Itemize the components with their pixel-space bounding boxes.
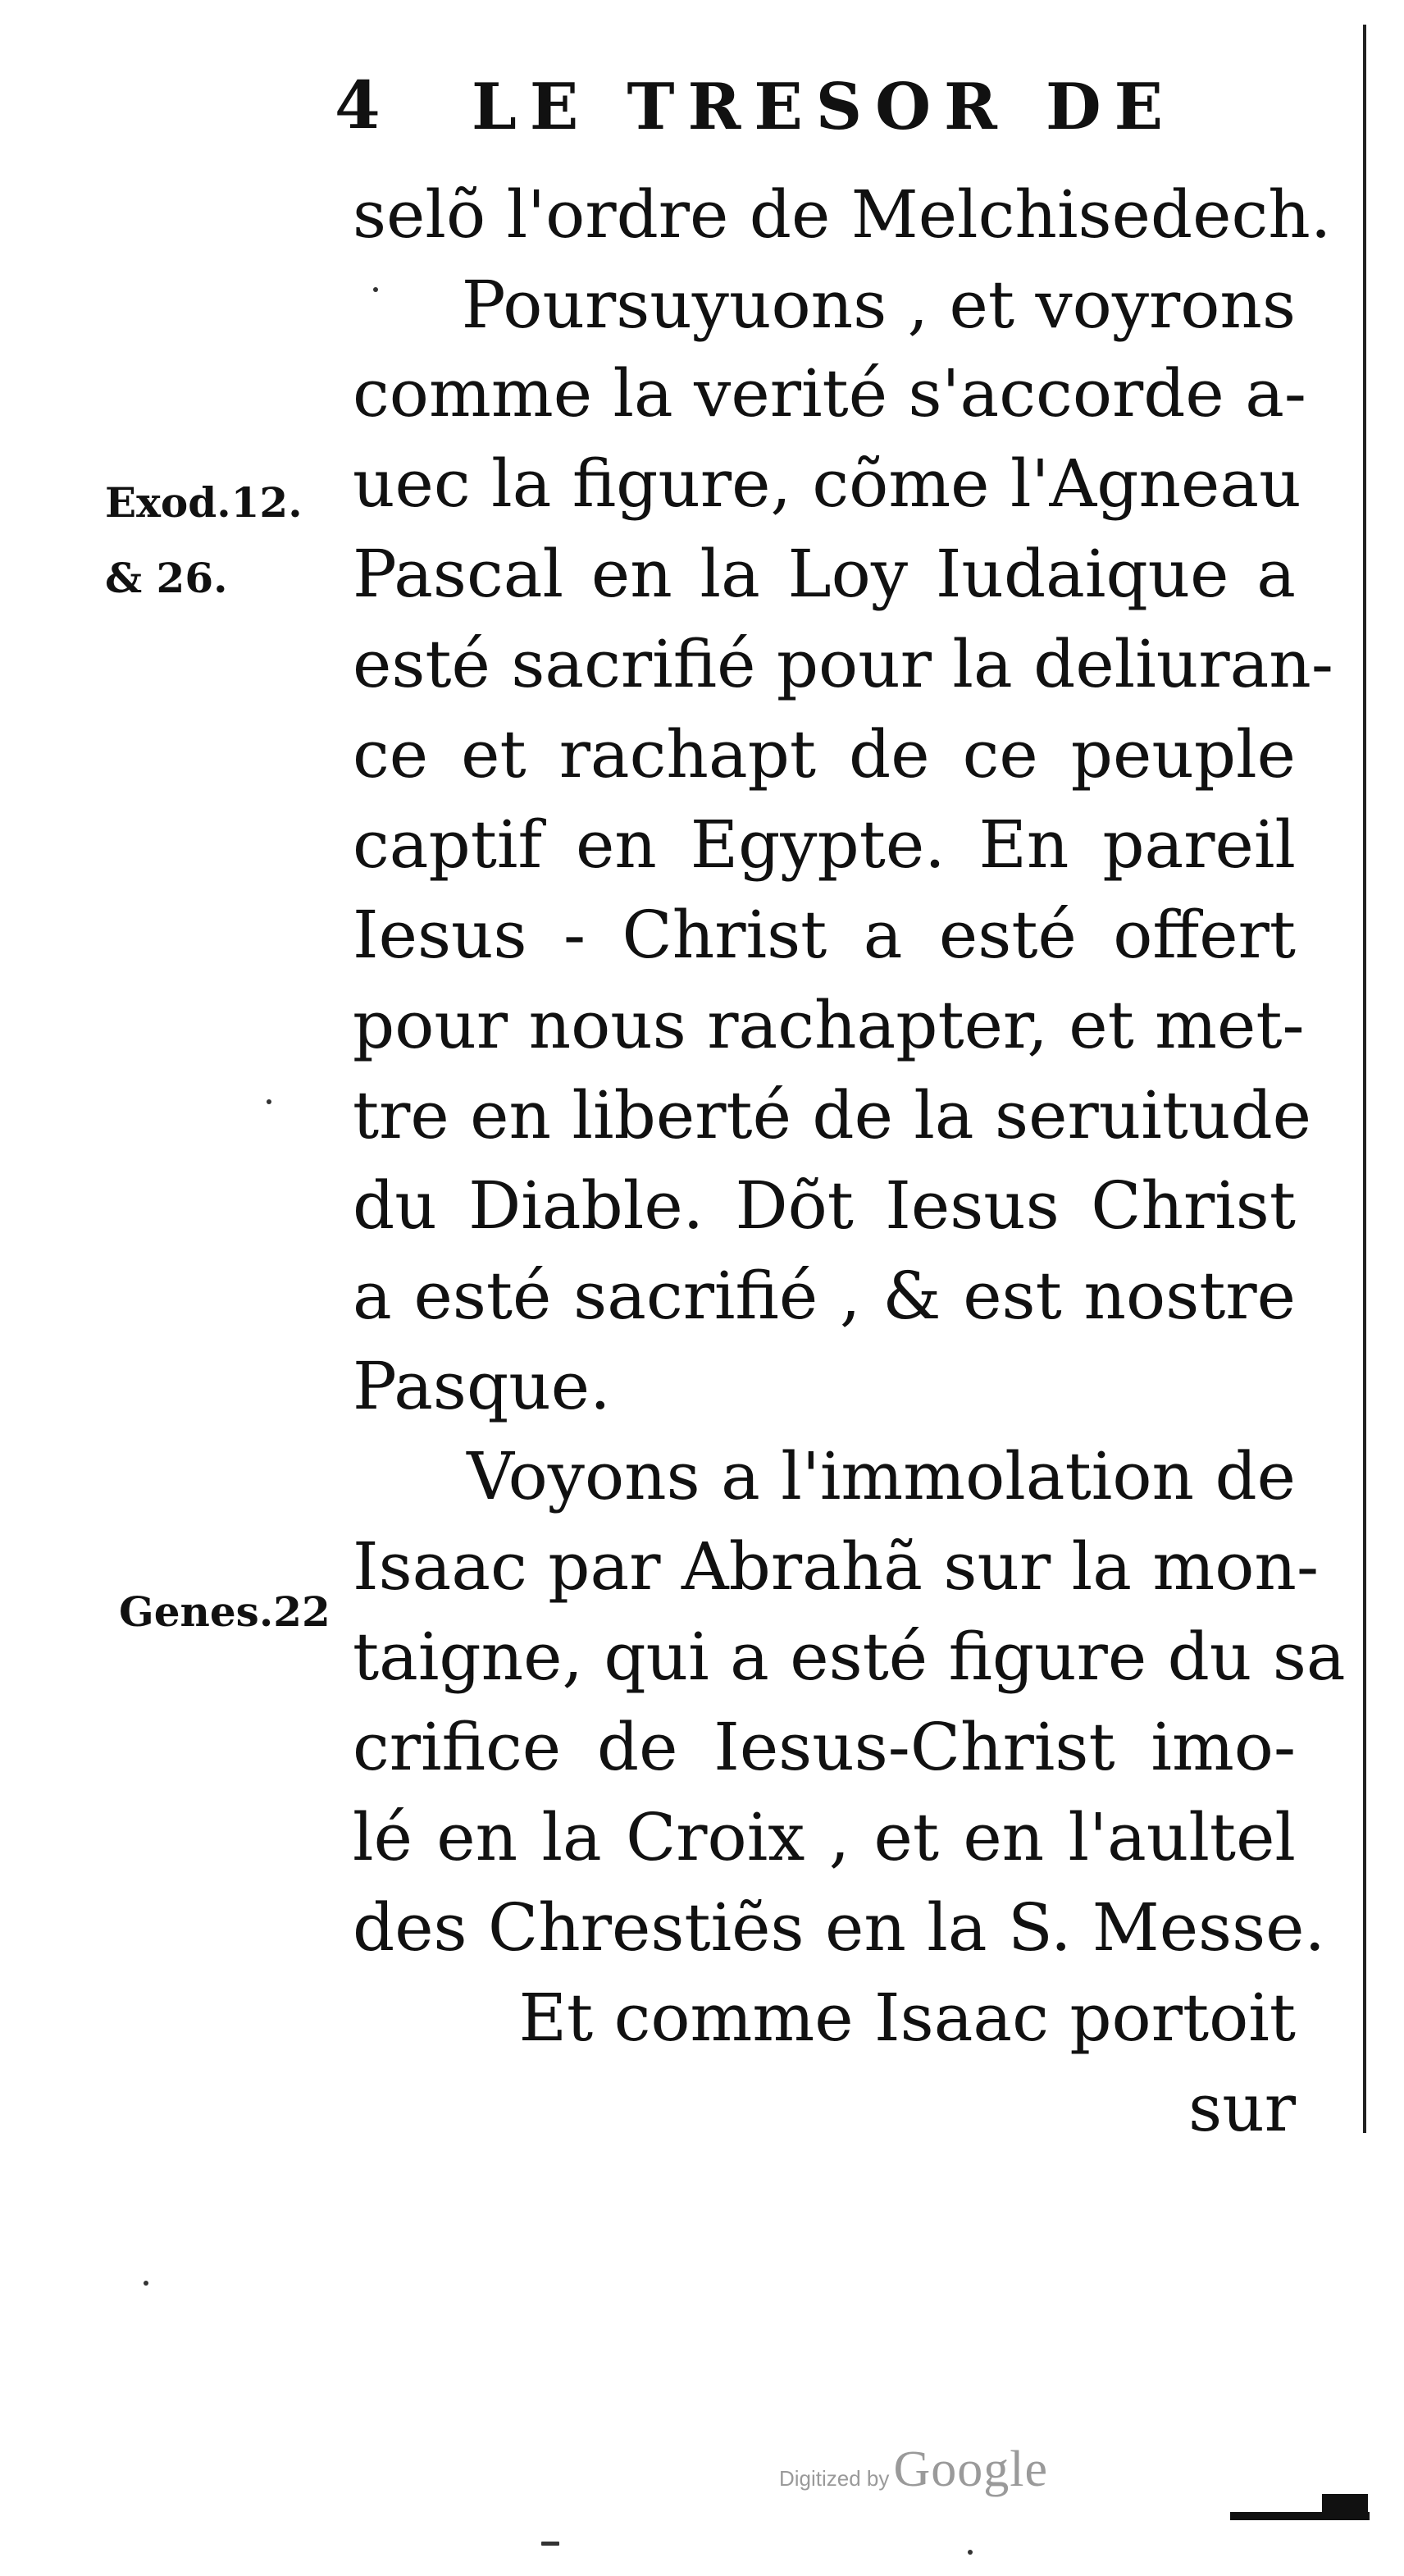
margin-note-exodus: Exod.12.	[105, 478, 303, 527]
text-line: esté sacrifié pour la deliuran-	[353, 626, 1333, 702]
text-line: pour nous rachapter, et met-	[353, 987, 1305, 1063]
text-line: tre en liberté de la seruitude	[353, 1077, 1312, 1153]
running-title: LE TRESOR DE	[472, 70, 1177, 144]
text-line: du Diable. Dõt Iesus Christ	[353, 1167, 1296, 1244]
ink-speck	[267, 1099, 271, 1104]
text-line: Isaac par Abrahã sur la mon-	[353, 1528, 1319, 1605]
text-line: Poursuyuons , et voyrons	[461, 267, 1296, 343]
page-corner-shadow	[1322, 2494, 1368, 2519]
text-line: a esté sacrifié , & est nostre	[353, 1258, 1296, 1334]
text-line: uec la figure, cõme l'Agneau	[353, 445, 1301, 522]
watermark-prefix: Digitized by	[779, 2466, 890, 2491]
catchword: sur	[1188, 2070, 1296, 2146]
text-line: captif en Egypte. En pareil	[353, 806, 1296, 883]
margin-note-exodus-continued: & 26.	[105, 554, 228, 602]
text-line: Pasque.	[353, 1348, 611, 1424]
digitized-watermark	[779, 2441, 1048, 2499]
text-line: Et comme Isaac portoit	[518, 1980, 1296, 2056]
ink-speck	[373, 287, 378, 292]
google-logo: Google	[893, 2441, 1049, 2497]
text-line: Pascal en la Loy Iudaique a	[353, 536, 1296, 612]
page-number: 4	[335, 66, 381, 144]
text-line: comme la verité s'accorde a-	[353, 355, 1306, 432]
ink-speck	[541, 2542, 559, 2546]
text-line: selõ l'ordre de Melchisedech.	[353, 176, 1332, 253]
page-edge-rule	[1363, 25, 1366, 2133]
text-line: taigne, qui a esté figure du sa	[353, 1619, 1346, 1695]
text-line: Iesus - Christ a esté offert	[353, 897, 1296, 973]
ink-speck	[968, 2550, 973, 2555]
text-line: crifice de Iesus-Christ imo-	[353, 1709, 1296, 1785]
text-line: des Chrestiẽs en la S. Messe.	[353, 1889, 1325, 1966]
text-line: lé en la Croix , et en l'aultel	[353, 1799, 1296, 1875]
text-line: ce et rachapt de ce peuple	[353, 716, 1296, 792]
text-line: Voyons a l'immolation de	[467, 1438, 1296, 1514]
ink-speck	[144, 2281, 148, 2286]
margin-note-genesis: Genes.22	[119, 1587, 330, 1636]
